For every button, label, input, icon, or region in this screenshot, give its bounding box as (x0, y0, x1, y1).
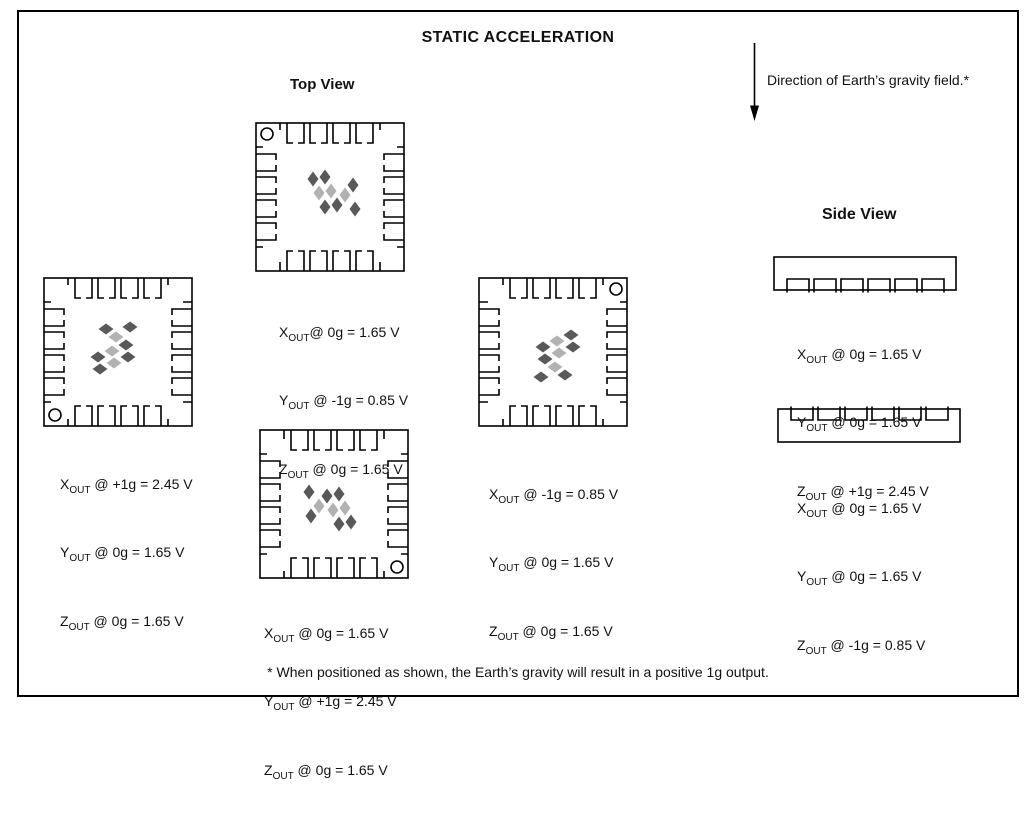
axis-label: Y (489, 554, 499, 571)
axis-label: Y (797, 414, 807, 431)
readout-value: @ 0g = 1.65 V (518, 622, 613, 639)
axis-subscript: OUT (287, 469, 309, 481)
figure-title: STATIC ACCELERATION (421, 29, 615, 46)
axis-subscript: OUT (806, 423, 828, 435)
readout-value: @ 0g = 1.65 V (827, 414, 922, 431)
readout-line (264, 760, 397, 787)
axis-label: X (797, 500, 807, 516)
axis-label: Z (797, 636, 806, 653)
axis-label: Z (489, 622, 498, 639)
axis-label: X (797, 346, 807, 362)
readout-value: @ +1g = 2.45 V (90, 476, 193, 492)
chip-top-view-logo-left (477, 276, 629, 428)
axis-subscript: OUT (68, 621, 90, 633)
readout-line (489, 621, 618, 648)
axis-subscript: OUT (806, 354, 828, 366)
axis-label: X (264, 625, 274, 641)
axis-subscript: OUT (273, 633, 295, 645)
axis-subscript: OUT (69, 484, 91, 496)
readout-value: @ 0g = 1.65 V (89, 612, 184, 629)
readout-top-chip (279, 281, 408, 527)
readout-right-chip (489, 443, 618, 689)
readout-line (489, 484, 618, 511)
axis-subscript: OUT (69, 553, 91, 565)
axis-subscript: OUT (272, 770, 294, 782)
gravity-down-arrow-icon (746, 43, 763, 123)
axis-label: X (279, 324, 289, 340)
readout-value: @ -1g = 0.85 V (309, 392, 409, 409)
footnote: * When positioned as shown, the Earth’s gravity will result in a positive 1g output. (267, 664, 769, 680)
axis-subscript: OUT (806, 577, 828, 589)
readout-line (264, 623, 397, 650)
readout-line (264, 691, 397, 718)
readout-value: @ 0g = 1.65 V (827, 500, 922, 516)
side-view-package-pads-down (772, 255, 958, 295)
readout-value: @ 0g = 1.65 V (294, 625, 389, 641)
readout-value: @ 0g = 1.65 V (308, 460, 403, 477)
axis-subscript: OUT (273, 702, 295, 714)
readout-value: @ -1g = 0.85 V (519, 486, 619, 502)
readout-value: @ 0g = 1.65 V (519, 554, 614, 571)
axis-subscript: OUT (498, 494, 520, 506)
readout-line (279, 322, 408, 349)
readout-line (797, 498, 925, 525)
readout-value: @ 0g = 1.65 V (293, 761, 388, 778)
readout-line (60, 542, 193, 569)
axis-subscript: OUT (288, 332, 310, 344)
static-acceleration-figure (17, 10, 1019, 782)
gravity-direction-label: Direction of Earth’s gravity field.* (767, 72, 970, 88)
axis-label: X (60, 476, 70, 492)
axis-label: Y (797, 568, 807, 585)
readout-value: @ -1g = 0.85 V (826, 636, 926, 653)
chip-top-view-logo-down (254, 121, 406, 273)
readout-bottom-chip (264, 582, 397, 828)
readout-left-chip (60, 433, 193, 679)
axis-subscript: OUT (805, 491, 827, 503)
axis-subscript: OUT (498, 563, 520, 575)
axis-label: Y (60, 544, 70, 561)
readout-value: @ 0g = 1.65 V (90, 544, 185, 561)
side-view-label: Side View (822, 206, 897, 223)
readout-line (279, 459, 408, 486)
readout-line (797, 566, 925, 593)
readout-value: @ +1g = 2.45 V (294, 693, 397, 710)
readout-line (797, 412, 929, 439)
top-view-label: Top View (290, 76, 355, 93)
readout-value: @ 0g = 1.65 V (827, 568, 922, 585)
readout-line (60, 474, 193, 501)
axis-subscript: OUT (805, 645, 827, 657)
readout-value: @ 0g = 1.65 V (827, 346, 922, 362)
axis-label: Y (264, 693, 274, 710)
readout-value: @ +1g = 2.45 V (826, 482, 929, 499)
axis-subscript: OUT (497, 631, 519, 643)
axis-label: X (489, 486, 499, 502)
axis-label: Z (797, 482, 806, 499)
readout-line (60, 611, 193, 638)
axis-subscript: OUT (806, 508, 828, 520)
axis-label: Z (60, 612, 69, 629)
readout-line (797, 344, 929, 371)
axis-label: Z (279, 460, 288, 477)
readout-line (489, 552, 618, 579)
chip-top-view-logo-right (42, 276, 194, 428)
axis-label: Y (279, 392, 289, 409)
readout-line (797, 635, 925, 662)
readout-line (279, 390, 408, 417)
readout-value: @ 0g = 1.65 V (309, 324, 400, 340)
axis-label: Z (264, 761, 273, 778)
axis-subscript: OUT (288, 401, 310, 413)
